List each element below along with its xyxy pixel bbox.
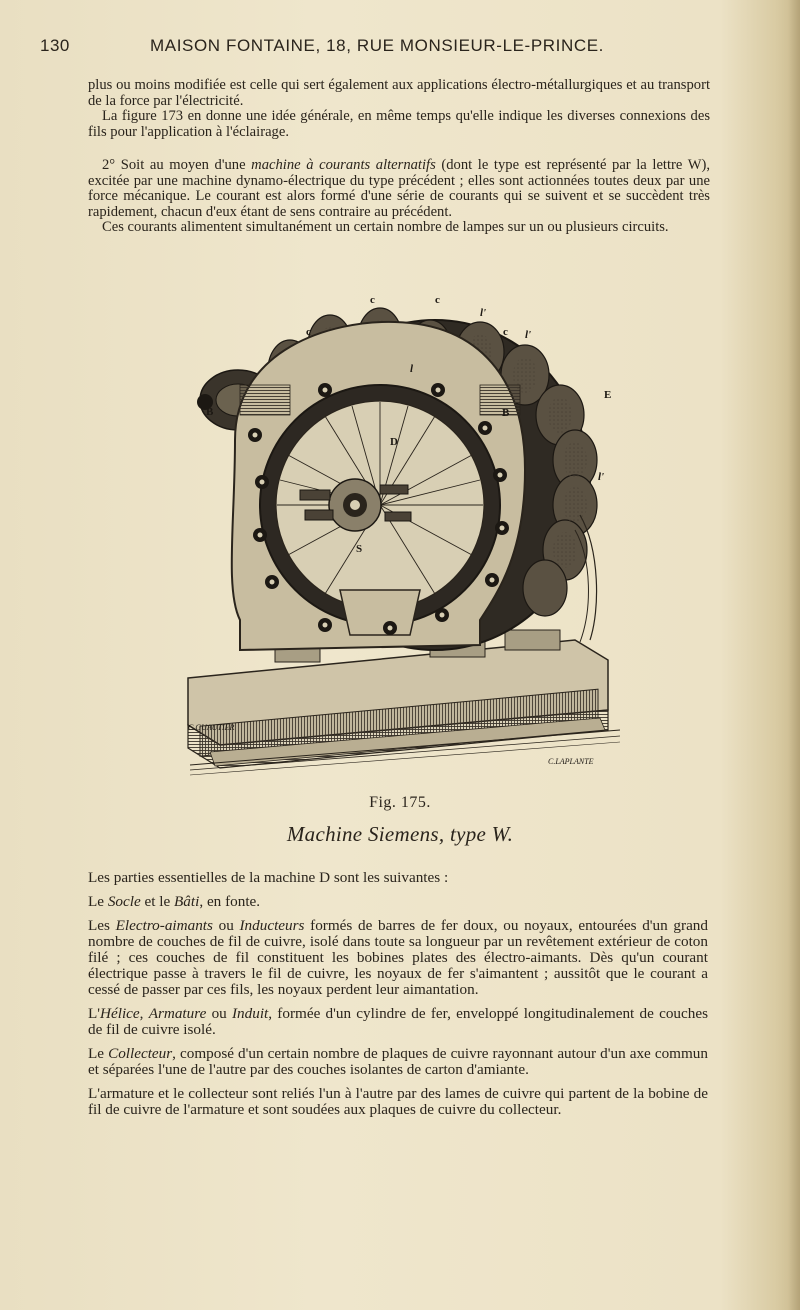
body-armature: L'armature et le collecteur sont reliés l'un à l'autre par des lames de cuivre qui partent de la bobine de fil de cuivre de l'armature et sont soudées aux plaques de cuivre du collecteur.: [88, 1085, 708, 1118]
electro-mid: ou: [212, 917, 240, 934]
p3-after: (dont le type est représenté par la lettre W), excitée par une machine dynamo-électrique du type précédent ; elles sont actionnées toutes deux par une force mécanique. Le courant est alors formé d'une série de courants qui se suivent et se succèdent très rapidement, chacun d'eux étant de sens contraire au précédent.: [88, 157, 710, 220]
intro-paragraph-4: Ces courants alimentent simultanément un certain nombre de lampes sur un ou plusieurs circuits.: [102, 219, 669, 236]
body-socle: Le Socle et le Bâti, en fonte.: [88, 893, 261, 910]
intro-block-2: [88, 158, 710, 236]
label-l2: l': [525, 329, 532, 341]
bati-term: Bâti: [174, 893, 200, 910]
body-text: [88, 870, 708, 1126]
page-number: 130: [40, 36, 70, 55]
running-head: MAISON FONTAINE, 18, RUE MONSIEUR-LE-PRINCE.: [150, 36, 604, 55]
intro-paragraph-3: [88, 158, 710, 220]
machine-base: [188, 630, 620, 775]
body-collecteur: [88, 1046, 708, 1078]
socle-term: Socle: [107, 893, 141, 910]
p3-before: 2° Soit au moyen d'une: [102, 157, 252, 173]
socle-after: , en fonte.: [199, 893, 261, 910]
page-header: [40, 36, 760, 60]
helice-pre: L': [88, 1005, 101, 1022]
label-b2: B: [502, 407, 510, 419]
armature-term: Armature: [148, 1005, 207, 1022]
siemens-machine-engraving: [180, 290, 620, 780]
induit-term: Induit: [232, 1005, 269, 1022]
body-helice: [88, 1006, 708, 1038]
helice-after: , formée d'un cylindre de fer, enveloppé longitudinalement de couches de fil de cuivre isolé.: [88, 1005, 708, 1038]
inducteurs-term: Inducteurs: [239, 917, 305, 934]
figure-number: Fig. 175.: [369, 794, 431, 811]
electro-pre: Les: [88, 917, 116, 934]
intro-paragraph-2: La figure 173 en donne une idée générale, en même temps qu'elle indique les diverses connexions des fils pour l'application à l'éclairage.: [88, 108, 710, 140]
p3-emphasis: machine à courants alternatifs: [251, 157, 436, 173]
label-l1: l': [480, 307, 487, 319]
intro-block: [88, 78, 710, 140]
label-c4: c: [503, 326, 508, 338]
label-c2: c: [435, 294, 440, 306]
label-c3: c: [306, 326, 311, 338]
socle-mid: et le: [140, 893, 175, 910]
label-c1: c: [370, 294, 375, 306]
helice-term: Hélice: [100, 1005, 140, 1022]
collecteur-term: Collecteur: [108, 1045, 173, 1062]
intro-paragraph-1: plus ou moins modifiée est celle qui sert également aux applications électro-métallurgiques et au transport de la force par l'électricité.: [88, 77, 710, 109]
engraving-svg: [180, 290, 620, 780]
collecteur-after: , composé d'un certain nombre de plaques de cuivre rayonnant autour d'un axe commun et séparées l'une de l'autre par des couches isolantes de carton d'amiante.: [88, 1045, 708, 1078]
figure-caption: Machine Siemens, type W.: [286, 822, 514, 846]
electro-term: Electro-aimants: [115, 917, 213, 934]
body-intro: Les parties essentielles de la machine D sont les suivantes :: [88, 869, 449, 886]
label-d: D: [390, 436, 398, 448]
label-l3: l: [410, 363, 414, 375]
label-b1: B: [206, 406, 214, 418]
page-edge-shadow: [788, 0, 800, 1310]
helice-sep2: ou: [206, 1005, 232, 1022]
helice-sep1: ,: [139, 1005, 149, 1022]
label-e: E: [604, 389, 612, 401]
label-l4: l': [598, 471, 605, 483]
label-s: S: [356, 543, 363, 555]
engraver-signature-left: C.GUAUTIER: [188, 723, 235, 732]
electro-after: formés de barres de fer doux, ou noyaux, entourées d'un grand nombre de couches de fil de cuivre, isolé dans toute sa longueur par un revêtement extérieur de coton filé ; ces couches de fil constituent les bobines plates des électro-aimants. Dès qu'un courant électrique passe à travers le fil de cuivre, les noyaux de fer s'aimantent ; aussitôt que le courant a cessé de passer par ces fils, les noyaux perdent leur aimantation.: [88, 917, 708, 998]
collecteur-pre: Le: [88, 1045, 109, 1062]
engraver-signature-right: C.LAPLANTE: [548, 757, 594, 766]
body-electro: [88, 918, 708, 998]
